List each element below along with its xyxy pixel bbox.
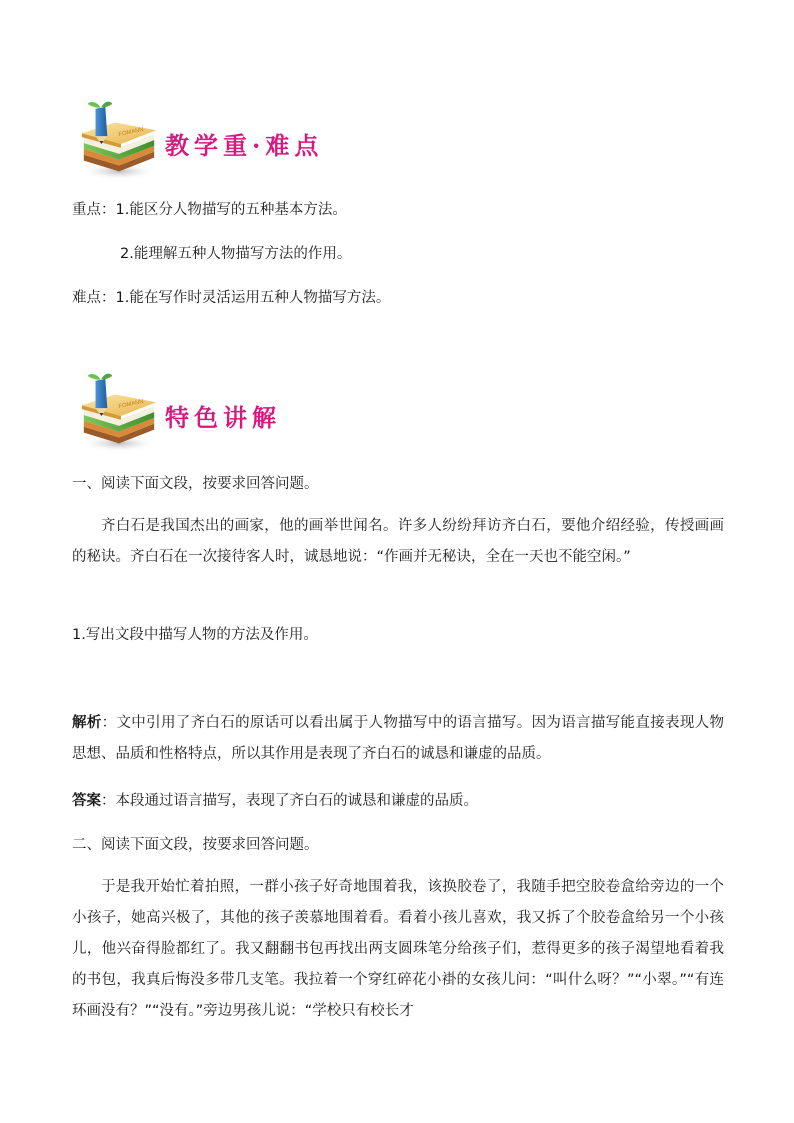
books-pencil-icon — [76, 100, 162, 184]
section-title: 特色讲解 — [165, 403, 281, 432]
difficulty-point-1: 难点：1.能在写作时灵活运用五种人物描写方法。 — [72, 290, 391, 306]
analysis-paragraph — [72, 708, 724, 770]
question-1-prompt: 1.写出文段中描写人物的方法及作用。 — [72, 627, 318, 643]
question-2-title: 二、阅读下面文段，按要求回答问题。 — [72, 837, 319, 853]
question-1-title: 一、阅读下面文段，按要求回答问题。 — [72, 476, 319, 492]
question-2-passage: 于是我开始忙着拍照，一群小孩子好奇地围着我，该换胶卷了，我随手把空胶卷盒给旁边的一个小孩子，她高兴极了，其他的孩子羡慕地围着看。看着小孩儿喜欢，我又拆了个胶卷盒给另一个小孩儿，他兴奋得脸都红了。我又翻翻书包再找出两支圆珠笔分给孩子们，惹得更多的孩子渴望地看着我的书包，我真后悔没多带几支笔。我拉着一个穿红碎花小褂的女孩儿问：“叫什么呀？”“小翠。”“有连环画没有？”“没有。”旁边男孩儿说：“学校只有校长才 — [72, 879, 724, 1019]
analysis-text: ：文中引用了齐白石的原话可以看出属于人物描写中的语言描写。因为语言描写能直接表现人物思想、品质和性格特点，所以其作用是表现了齐白石的诚恳和谦虚的品质。 — [72, 715, 725, 762]
answer-label: 答案 — [72, 793, 101, 809]
analysis-label: 解析 — [72, 715, 102, 731]
question-1-passage: 齐白石是我国杰出的画家，他的画举世闻名。许多人纷纷拜访齐白石，要他介绍经验，传授画画的秘诀。齐白石在一次接待客人时，诚恳地说：“作画并无秘诀，全在一天也不能空闲。” — [72, 518, 724, 565]
key-point-2: 2.能理解五种人物描写方法的作用。 — [120, 246, 352, 262]
key-point-1: 重点：1.能区分人物描写的五种基本方法。 — [72, 202, 347, 218]
section-heading-key-points — [72, 100, 472, 184]
answer-paragraph — [72, 790, 724, 812]
section-heading-explanation — [72, 372, 472, 456]
section-title: 教学重·难点 — [165, 131, 324, 160]
answer-text: ：本段通过语言描写，表现了齐白石的诚恳和谦虚的品质。 — [101, 793, 478, 809]
books-pencil-icon — [76, 372, 162, 456]
